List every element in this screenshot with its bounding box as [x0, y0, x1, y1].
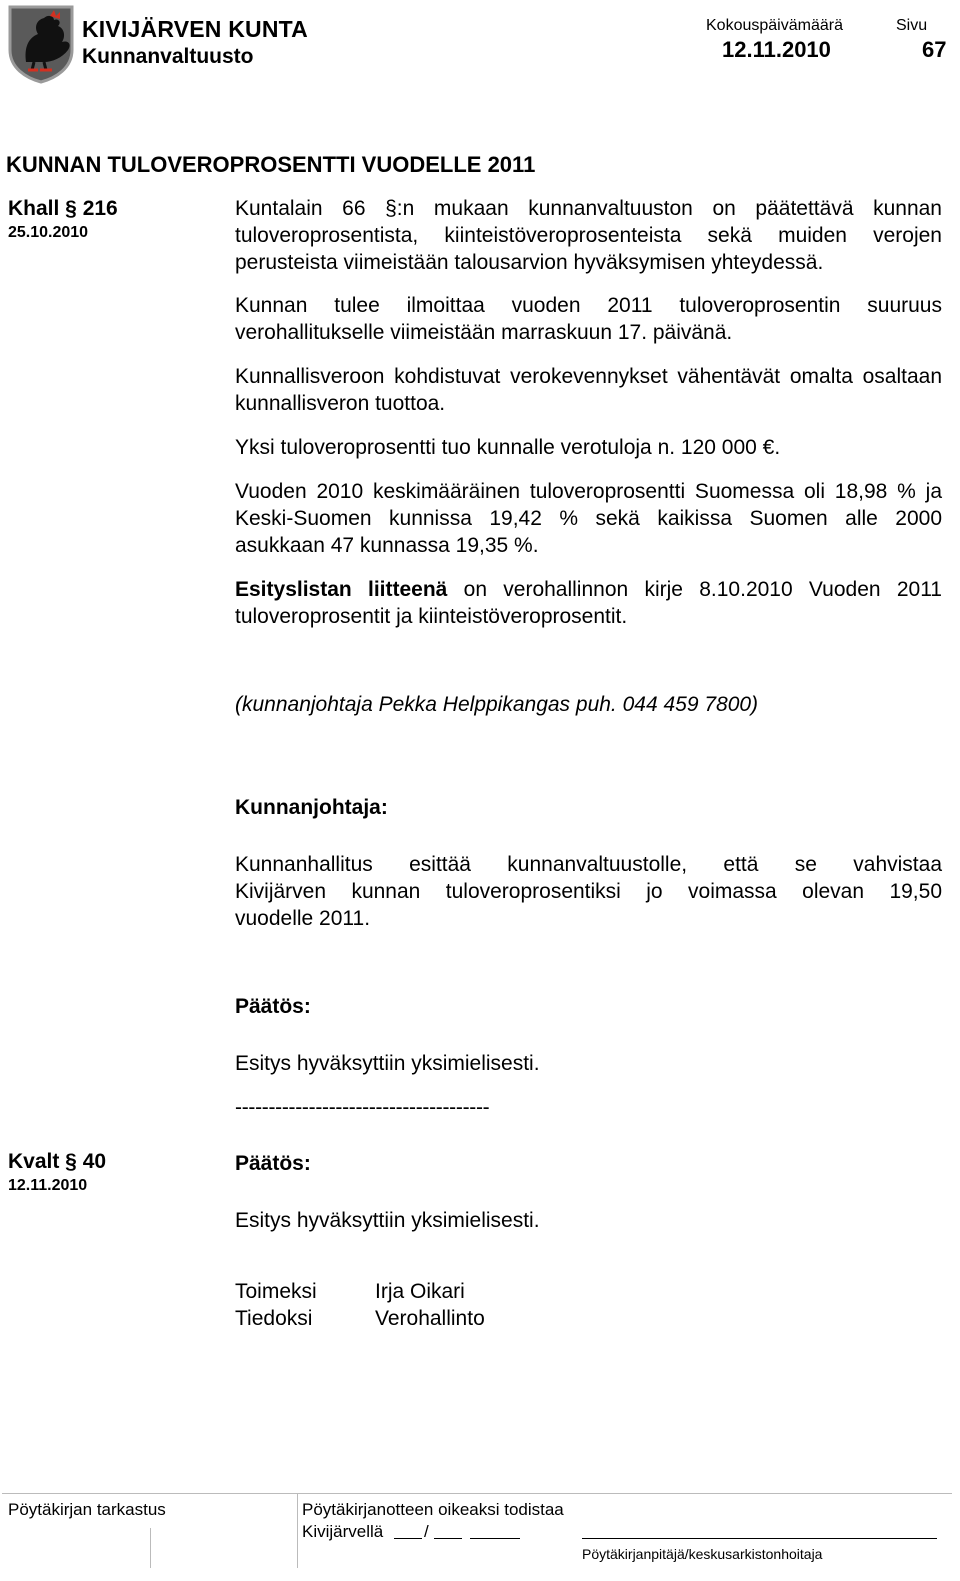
action-value-toimeksi: Irja Oikari: [375, 1280, 465, 1303]
khall-decision-text: Esitys hyväksyttiin yksimielisesti.: [235, 1052, 540, 1075]
section-separator: --------------------------------------: [235, 1096, 490, 1119]
paragraph-legal-basis: Kuntalain 66 §:n mukaan kunnanvaltuuston on päätettävä kunnan tuloveroprosentista, kiinteistöveroprosenteista sekä muiden verojen perusteista viimeistään talousarvion hyväksymisen yhteydessä.: [235, 197, 942, 274]
proposal-heading: Kunnanjohtaja:: [235, 796, 388, 819]
paragraph-average-rates: Vuoden 2010 keskimääräinen tuloveroprosentti Suomessa oli 18,98 % ja Keski-Suomen kunnissa 19,42 % sekä kaikissa Suomen alle 2000 asukkaan 47 kunnassa 19,35 %.: [235, 480, 942, 557]
date-day-blank: [394, 1538, 422, 1539]
khall-decision-heading: Päätös:: [235, 995, 311, 1018]
kvalt-decision-text: Esitys hyväksyttiin yksimielisesti.: [235, 1209, 540, 1232]
council-name: Kunnanvaltuusto: [82, 45, 254, 68]
khall-date: 25.10.2010: [8, 224, 89, 241]
proposal-line-2: Kivijärven kunnan tuloveroprosentiksi jo voimassa olevan 19,50: [235, 880, 942, 903]
footer-divider: [150, 1528, 151, 1568]
attachment-text: on verohallinnon kirje 8.10.2010 Vuoden 2011 tuloveroprosentit ja kiinteistöveroprosentit.: [235, 578, 942, 628]
date-slash: /: [424, 1522, 429, 1541]
paragraph-attachment: [235, 576, 942, 630]
kvalt-date: 12.11.2010: [8, 1177, 88, 1194]
proposal-line-3: vuodelle 2011.: [235, 907, 371, 930]
review-label: Pöytäkirjan tarkastus: [8, 1500, 166, 1519]
khall-body: [235, 195, 942, 630]
date-year-blank: [470, 1538, 520, 1539]
contact-line: (kunnanjohtaja Pekka Helppikangas puh. 044 459 7800): [235, 693, 759, 716]
page-number: 67: [922, 37, 947, 62]
paragraph-tax-yield: Yksi tuloveroprosentti tuo kunnalle verotuloja n. 120 000 €.: [235, 436, 781, 459]
page-label: Sivu: [896, 17, 928, 34]
action-value-tiedoksi: Verohallinto: [375, 1307, 485, 1330]
date-month-blank: [434, 1538, 462, 1539]
signer-title: Pöytäkirjanpitäjä/keskusarkistonhoitaja: [582, 1546, 823, 1562]
municipal-crest-icon: [6, 4, 76, 84]
document-title: KUNNAN TULOVEROPROSENTTI VUODELLE 2011: [6, 152, 536, 177]
action-label-tiedoksi: Tiedoksi: [235, 1307, 313, 1330]
kvalt-decision-heading: Päätös:: [235, 1152, 311, 1175]
proposal-text: [235, 851, 942, 932]
place-label: Kivijärvellä: [302, 1522, 384, 1541]
meeting-date: 12.11.2010: [722, 37, 831, 62]
attachment-label: Esityslistan liitteenä: [235, 578, 448, 601]
kvalt-reference: Kvalt § 40: [8, 1150, 107, 1173]
signature-footer: [2, 1493, 952, 1568]
paragraph-tax-relief: Kunnallisveroon kohdistuvat verokevennykset vähentävät omalta osaltaan kunnallisveron tuottoa.: [235, 365, 942, 415]
meeting-date-label: Kokouspäivämäärä: [706, 17, 843, 34]
footer-divider: [297, 1494, 298, 1568]
certify-label: Pöytäkirjanotteen oikeaksi todistaa: [302, 1500, 564, 1519]
municipality-name: KIVIJÄRVEN KUNTA: [82, 16, 308, 42]
proposal-line-1: Kunnanhallitus esittää kunnanvaltuustolle, että se vahvistaa: [235, 853, 942, 876]
signature-line: [582, 1538, 937, 1539]
action-label-toimeksi: Toimeksi: [235, 1280, 317, 1303]
khall-reference: Khall § 216: [8, 197, 118, 220]
paragraph-deadline: Kunnan tulee ilmoittaa vuoden 2011 tuloveroprosentin suuruus verohallitukselle viimeistään marraskuun 17. päivänä.: [235, 294, 942, 344]
